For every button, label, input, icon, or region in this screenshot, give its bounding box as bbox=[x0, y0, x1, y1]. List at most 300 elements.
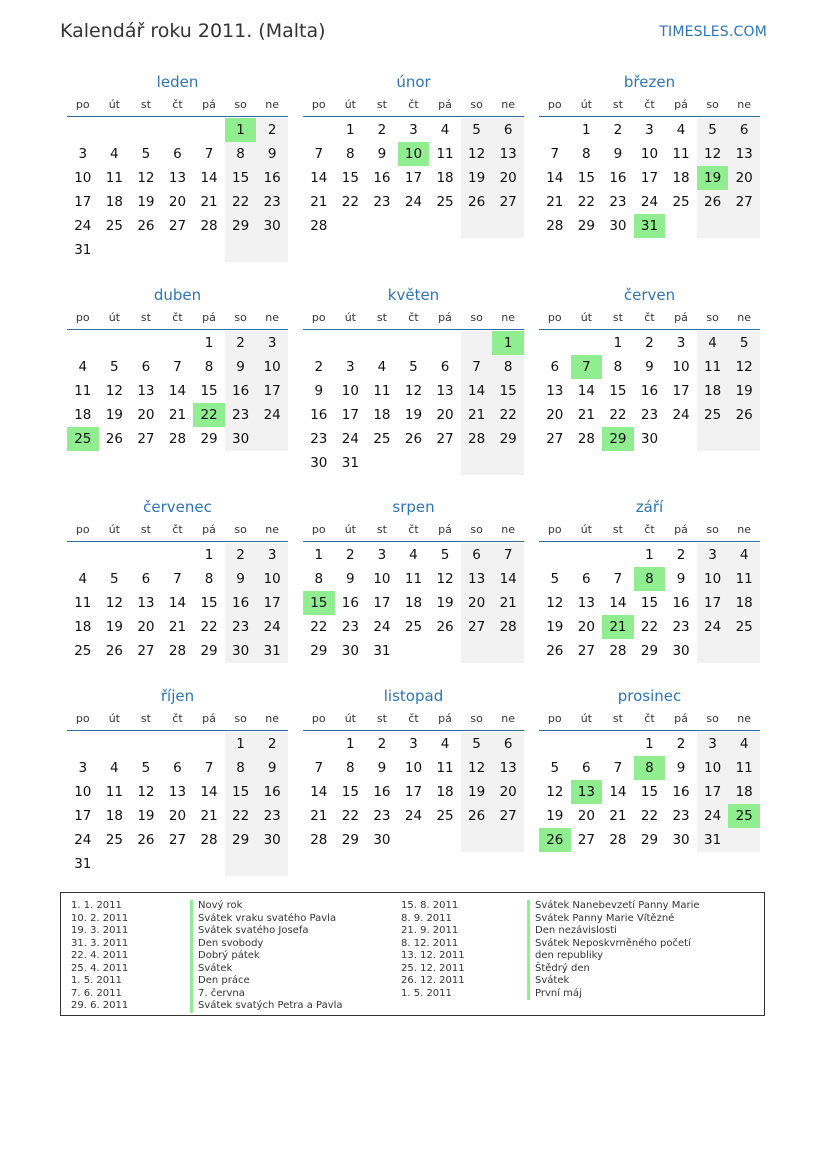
day-grid bbox=[67, 117, 288, 262]
legend-date: 7. 6. 2011 bbox=[71, 987, 122, 999]
day-cell: 3 bbox=[346, 359, 355, 375]
weekday-label: ne bbox=[265, 310, 280, 324]
day-cell: 1 bbox=[582, 122, 591, 138]
day-cell: 24 bbox=[373, 619, 391, 635]
day-grid bbox=[303, 117, 524, 238]
day-cell: 25 bbox=[672, 194, 690, 210]
weekday-label: so bbox=[470, 522, 483, 536]
day-cell: 5 bbox=[461, 732, 493, 756]
day-cell: 3 bbox=[409, 736, 418, 752]
day-cell: 7 bbox=[492, 543, 524, 567]
day-cell: 14 bbox=[168, 383, 187, 399]
day-cell: 15 bbox=[640, 784, 659, 800]
day-cell: 12 bbox=[404, 383, 423, 399]
day-cell: 6 bbox=[461, 543, 493, 567]
day-cell: 10 bbox=[640, 146, 659, 162]
empty-day-cell bbox=[571, 543, 603, 567]
weekday-label: út bbox=[108, 310, 120, 324]
weekday-label: čt bbox=[408, 522, 419, 536]
day-cell: 24 bbox=[74, 218, 92, 234]
day-cell: 26 bbox=[105, 643, 123, 659]
empty-day-cell bbox=[398, 331, 430, 355]
empty-day-cell bbox=[162, 238, 194, 262]
holiday-day-cell: 13 bbox=[571, 780, 603, 804]
weekday-header bbox=[303, 92, 524, 117]
weekday-label: st bbox=[376, 310, 387, 324]
empty-day-cell bbox=[461, 451, 493, 475]
day-cell: 9 bbox=[314, 383, 324, 399]
day-cell: 19 bbox=[461, 780, 493, 804]
day-cell: 23 bbox=[225, 403, 257, 427]
day-cell: 9 bbox=[256, 756, 288, 780]
weekday-label: po bbox=[547, 711, 562, 725]
weekday-label: po bbox=[75, 522, 90, 536]
empty-day-cell bbox=[539, 331, 571, 355]
month-name: září bbox=[635, 498, 664, 516]
day-cell: 8 bbox=[314, 571, 324, 587]
empty-day-cell bbox=[665, 427, 697, 451]
weekday-label: so bbox=[234, 310, 247, 324]
holiday-day-cell: 31 bbox=[634, 214, 666, 238]
day-cell: 6 bbox=[492, 732, 524, 756]
day-cell: 11 bbox=[74, 383, 92, 399]
day-cell: 30 bbox=[672, 832, 690, 848]
day-cell: 12 bbox=[728, 355, 760, 379]
day-cell: 7 bbox=[314, 760, 324, 776]
day-cell: 24 bbox=[256, 615, 288, 639]
weekday-label: so bbox=[706, 711, 719, 725]
empty-day-cell bbox=[461, 828, 493, 852]
weekday-label: po bbox=[75, 711, 90, 725]
day-cell: 29 bbox=[225, 214, 257, 238]
legend-holiday-name: Svátek Nanebevzetí Panny Marie bbox=[535, 900, 700, 911]
legend-date: 19. 3. 2011 bbox=[71, 925, 129, 936]
day-cell: 20 bbox=[728, 166, 760, 190]
day-cell: 22 bbox=[492, 403, 524, 427]
day-cell: 20 bbox=[168, 808, 187, 824]
day-cell: 28 bbox=[609, 832, 627, 848]
day-cell: 19 bbox=[404, 407, 423, 423]
day-cell: 19 bbox=[105, 619, 123, 635]
legend-holiday-name: Den nezávislosti bbox=[535, 925, 617, 936]
legend-date: 8. 9. 2011 bbox=[401, 912, 452, 924]
empty-day-cell bbox=[67, 331, 99, 355]
day-cell: 5 bbox=[110, 571, 119, 587]
day-cell: 14 bbox=[200, 784, 218, 800]
day-cell: 23 bbox=[672, 619, 690, 635]
day-cell: 27 bbox=[461, 615, 493, 639]
day-cell: 16 bbox=[373, 784, 391, 800]
weekday-label: po bbox=[547, 522, 562, 536]
day-cell: 7 bbox=[204, 760, 214, 776]
day-cell: 10 bbox=[697, 567, 729, 591]
day-cell: 31 bbox=[256, 639, 288, 663]
day-cell: 2 bbox=[613, 122, 623, 138]
empty-day-cell bbox=[429, 639, 461, 663]
empty-day-cell bbox=[193, 732, 225, 756]
day-cell: 9 bbox=[225, 355, 257, 379]
day-grid bbox=[67, 330, 288, 451]
day-cell: 15 bbox=[492, 379, 524, 403]
day-cell: 15 bbox=[577, 170, 595, 186]
empty-day-cell bbox=[461, 214, 493, 238]
month-name: prosinec bbox=[617, 687, 682, 705]
day-cell: 28 bbox=[310, 218, 328, 234]
month-name: květen bbox=[387, 286, 440, 304]
day-cell: 17 bbox=[697, 780, 729, 804]
day-cell: 18 bbox=[74, 619, 92, 635]
weekday-label: ne bbox=[265, 522, 280, 536]
empty-day-cell bbox=[602, 732, 634, 756]
day-cell: 5 bbox=[728, 331, 760, 355]
day-cell: 3 bbox=[256, 543, 288, 567]
day-cell: 30 bbox=[341, 643, 359, 659]
day-cell: 24 bbox=[640, 194, 659, 210]
empty-day-cell bbox=[162, 118, 194, 142]
day-cell: 5 bbox=[461, 118, 493, 142]
day-cell: 1 bbox=[613, 335, 623, 351]
day-grid bbox=[67, 542, 288, 663]
weekday-label: út bbox=[108, 97, 120, 111]
day-cell: 17 bbox=[672, 383, 690, 399]
empty-day-cell bbox=[162, 852, 194, 876]
day-cell: 27 bbox=[492, 190, 524, 214]
day-cell: 8 bbox=[204, 359, 214, 375]
day-cell: 16 bbox=[341, 595, 359, 611]
empty-day-cell bbox=[571, 732, 603, 756]
weekday-header bbox=[67, 305, 288, 330]
day-cell: 2 bbox=[377, 736, 387, 752]
day-cell: 18 bbox=[436, 784, 454, 800]
day-cell: 4 bbox=[676, 122, 686, 138]
day-cell: 15 bbox=[341, 784, 359, 800]
day-cell: 21 bbox=[200, 808, 218, 824]
day-cell: 3 bbox=[78, 760, 88, 776]
day-cell: 29 bbox=[492, 427, 524, 451]
month-name: duben bbox=[153, 286, 202, 304]
day-cell: 19 bbox=[728, 379, 760, 403]
day-cell: 9 bbox=[645, 359, 654, 375]
day-cell: 3 bbox=[676, 335, 686, 351]
day-cell: 29 bbox=[577, 218, 595, 234]
empty-day-cell bbox=[492, 214, 524, 238]
day-cell: 15 bbox=[225, 166, 257, 190]
day-cell: 30 bbox=[310, 455, 328, 471]
day-cell: 1 bbox=[204, 547, 214, 563]
holiday-day-cell: 19 bbox=[697, 166, 729, 190]
day-cell: 2 bbox=[256, 732, 288, 756]
empty-day-cell bbox=[602, 543, 634, 567]
day-cell: 20 bbox=[577, 619, 595, 635]
day-cell: 23 bbox=[225, 615, 257, 639]
day-cell: 10 bbox=[256, 567, 288, 591]
day-cell: 11 bbox=[672, 146, 690, 162]
day-cell: 29 bbox=[640, 643, 659, 659]
weekday-label: út bbox=[580, 97, 592, 111]
day-cell: 9 bbox=[676, 571, 686, 587]
weekday-label: ne bbox=[501, 711, 516, 725]
day-cell: 11 bbox=[404, 571, 423, 587]
month-únor bbox=[303, 72, 524, 238]
day-cell: 9 bbox=[225, 567, 257, 591]
day-cell: 27 bbox=[137, 643, 155, 659]
day-cell: 26 bbox=[137, 218, 155, 234]
day-cell: 6 bbox=[582, 571, 591, 587]
day-cell: 25 bbox=[728, 615, 760, 639]
day-cell: 17 bbox=[640, 170, 659, 186]
legend-holiday-name: Svátek svatého Josefa bbox=[198, 925, 309, 936]
legend-date: 10. 2. 2011 bbox=[71, 912, 129, 924]
empty-day-cell bbox=[193, 852, 225, 876]
day-cell: 18 bbox=[105, 194, 123, 210]
day-cell: 23 bbox=[609, 194, 627, 210]
weekday-label: čt bbox=[172, 310, 183, 324]
day-cell: 4 bbox=[728, 543, 760, 567]
day-cell: 3 bbox=[697, 732, 729, 756]
day-cell: 13 bbox=[168, 170, 187, 186]
empty-day-cell bbox=[99, 331, 131, 355]
day-cell: 23 bbox=[341, 619, 359, 635]
day-cell: 3 bbox=[377, 547, 387, 563]
day-cell: 13 bbox=[492, 142, 524, 166]
empty-day-cell bbox=[539, 732, 571, 756]
empty-day-cell bbox=[398, 214, 430, 238]
day-cell: 19 bbox=[436, 595, 454, 611]
weekday-label: pá bbox=[202, 711, 216, 725]
legend-date: 15. 8. 2011 bbox=[401, 900, 459, 911]
day-cell: 21 bbox=[310, 194, 328, 210]
day-cell: 14 bbox=[310, 170, 328, 186]
day-cell: 25 bbox=[373, 431, 391, 447]
day-cell: 5 bbox=[440, 547, 450, 563]
day-cell: 17 bbox=[256, 591, 288, 615]
legend-names-left bbox=[190, 900, 343, 1013]
day-cell: 21 bbox=[546, 194, 564, 210]
day-cell: 12 bbox=[137, 784, 155, 800]
day-cell: 23 bbox=[310, 431, 328, 447]
day-cell: 29 bbox=[200, 431, 218, 447]
brand-link[interactable]: TIMESLES.COM bbox=[659, 24, 767, 40]
day-cell: 14 bbox=[492, 567, 524, 591]
day-cell: 4 bbox=[78, 571, 88, 587]
empty-day-cell bbox=[67, 543, 99, 567]
day-cell: 3 bbox=[697, 543, 729, 567]
day-cell: 11 bbox=[74, 595, 92, 611]
legend-holiday-name: První máj bbox=[535, 987, 582, 999]
day-cell: 18 bbox=[74, 407, 92, 423]
day-grid bbox=[539, 330, 760, 451]
day-grid bbox=[539, 731, 760, 852]
day-cell: 11 bbox=[436, 760, 454, 776]
empty-day-cell bbox=[492, 451, 524, 475]
legend-date: 8. 12. 2011 bbox=[401, 937, 459, 949]
month-květen bbox=[303, 285, 524, 475]
day-cell: 10 bbox=[256, 355, 288, 379]
legend-date: 26. 12. 2011 bbox=[401, 975, 465, 986]
day-cell: 13 bbox=[577, 595, 595, 611]
weekday-label: ne bbox=[737, 97, 752, 111]
day-cell: 7 bbox=[613, 571, 623, 587]
day-cell: 2 bbox=[377, 122, 387, 138]
weekday-label: ne bbox=[265, 711, 280, 725]
empty-day-cell bbox=[335, 214, 367, 238]
weekday-label: st bbox=[140, 711, 151, 725]
weekday-label: so bbox=[706, 97, 719, 111]
weekday-label: so bbox=[470, 310, 483, 324]
weekday-header bbox=[539, 706, 760, 731]
day-cell: 4 bbox=[110, 760, 119, 776]
holiday-day-cell: 15 bbox=[303, 591, 335, 615]
legend-date: 22. 4. 2011 bbox=[71, 950, 129, 961]
holiday-day-cell: 26 bbox=[539, 828, 571, 852]
day-cell: 14 bbox=[168, 595, 187, 611]
weekday-label: ne bbox=[501, 97, 516, 111]
day-cell: 12 bbox=[461, 142, 493, 166]
holiday-day-cell: 1 bbox=[492, 331, 524, 355]
weekday-label: pá bbox=[438, 97, 452, 111]
weekday-label: út bbox=[580, 522, 592, 536]
day-cell: 7 bbox=[173, 571, 182, 587]
weekday-label: po bbox=[311, 711, 326, 725]
day-cell: 13 bbox=[137, 595, 155, 611]
weekday-label: ne bbox=[265, 97, 280, 111]
weekday-label: pá bbox=[674, 97, 688, 111]
weekday-header bbox=[303, 305, 524, 330]
weekday-label: čt bbox=[408, 711, 419, 725]
day-cell: 10 bbox=[697, 756, 729, 780]
day-cell: 5 bbox=[550, 760, 560, 776]
weekday-label: pá bbox=[674, 310, 688, 324]
page-title: Kalendář roku 2011. (Malta) bbox=[60, 20, 326, 42]
day-cell: 20 bbox=[137, 619, 155, 635]
empty-day-cell bbox=[429, 214, 461, 238]
day-cell: 24 bbox=[697, 615, 729, 639]
day-cell: 18 bbox=[672, 170, 690, 186]
empty-day-cell bbox=[492, 639, 524, 663]
day-cell: 10 bbox=[341, 383, 359, 399]
weekday-label: pá bbox=[438, 711, 452, 725]
weekday-label: čt bbox=[644, 97, 655, 111]
day-cell: 7 bbox=[461, 355, 493, 379]
day-cell: 11 bbox=[697, 355, 729, 379]
day-cell: 16 bbox=[609, 170, 627, 186]
weekday-label: pá bbox=[438, 522, 452, 536]
day-cell: 12 bbox=[105, 383, 123, 399]
empty-day-cell bbox=[303, 732, 335, 756]
day-cell: 27 bbox=[577, 643, 595, 659]
day-cell: 11 bbox=[105, 784, 123, 800]
weekday-label: so bbox=[234, 522, 247, 536]
day-cell: 5 bbox=[110, 359, 119, 375]
day-cell: 30 bbox=[225, 427, 257, 451]
day-cell: 8 bbox=[225, 756, 257, 780]
legend-date: 25. 4. 2011 bbox=[71, 962, 129, 974]
weekday-label: ne bbox=[737, 522, 752, 536]
day-cell: 24 bbox=[256, 403, 288, 427]
day-cell: 14 bbox=[461, 379, 493, 403]
day-cell: 22 bbox=[225, 190, 257, 214]
day-cell: 9 bbox=[256, 142, 288, 166]
day-cell: 18 bbox=[436, 170, 454, 186]
day-cell: 6 bbox=[173, 146, 182, 162]
weekday-label: st bbox=[376, 522, 387, 536]
empty-day-cell bbox=[99, 238, 131, 262]
legend-dates-right bbox=[401, 900, 465, 1000]
month-name: červenec bbox=[143, 498, 212, 516]
day-grid bbox=[539, 117, 760, 238]
day-cell: 10 bbox=[404, 760, 423, 776]
weekday-label: čt bbox=[644, 310, 655, 324]
day-cell: 3 bbox=[645, 122, 654, 138]
weekday-label: st bbox=[140, 522, 151, 536]
month-červen bbox=[539, 285, 760, 451]
legend-holiday-name: Svátek svatých Petra a Pavla bbox=[198, 1000, 343, 1011]
empty-day-cell bbox=[99, 732, 131, 756]
empty-day-cell bbox=[665, 214, 697, 238]
day-cell: 2 bbox=[225, 331, 257, 355]
weekday-label: čt bbox=[644, 522, 655, 536]
day-cell: 6 bbox=[550, 359, 560, 375]
day-cell: 2 bbox=[225, 543, 257, 567]
empty-day-cell bbox=[193, 238, 225, 262]
day-grid bbox=[67, 731, 288, 876]
day-cell: 15 bbox=[640, 595, 659, 611]
weekday-label: út bbox=[344, 711, 356, 725]
weekday-label: pá bbox=[674, 522, 688, 536]
day-cell: 17 bbox=[373, 595, 391, 611]
day-cell: 17 bbox=[404, 170, 423, 186]
day-cell: 26 bbox=[105, 431, 123, 447]
empty-day-cell bbox=[398, 451, 430, 475]
holiday-day-cell: 25 bbox=[728, 804, 760, 828]
legend-holiday-name: Svátek bbox=[198, 962, 233, 974]
day-cell: 25 bbox=[436, 808, 454, 824]
day-cell: 16 bbox=[256, 780, 288, 804]
day-cell: 22 bbox=[310, 619, 328, 635]
empty-day-cell bbox=[193, 118, 225, 142]
legend-holiday-name: Dobrý pátek bbox=[198, 950, 260, 961]
day-cell: 18 bbox=[728, 591, 760, 615]
day-cell: 14 bbox=[609, 595, 627, 611]
legend-date: 31. 3. 2011 bbox=[71, 937, 129, 949]
day-cell: 11 bbox=[728, 567, 760, 591]
day-cell: 21 bbox=[310, 808, 328, 824]
day-cell: 15 bbox=[200, 595, 218, 611]
month-name: únor bbox=[396, 73, 431, 91]
day-cell: 16 bbox=[373, 170, 391, 186]
day-cell: 11 bbox=[728, 756, 760, 780]
empty-day-cell bbox=[225, 852, 257, 876]
day-cell: 7 bbox=[613, 760, 623, 776]
day-cell: 8 bbox=[346, 760, 355, 776]
month-name: říjen bbox=[160, 687, 195, 705]
day-cell: 13 bbox=[461, 567, 493, 591]
day-cell: 12 bbox=[461, 756, 493, 780]
day-cell: 4 bbox=[409, 547, 418, 563]
day-cell: 22 bbox=[200, 619, 218, 635]
day-cell: 28 bbox=[609, 643, 627, 659]
weekday-label: ne bbox=[737, 310, 752, 324]
day-cell: 19 bbox=[461, 166, 493, 190]
day-cell: 8 bbox=[613, 359, 623, 375]
day-cell: 21 bbox=[492, 591, 524, 615]
empty-day-cell bbox=[728, 214, 760, 238]
weekday-label: út bbox=[108, 522, 120, 536]
weekday-label: pá bbox=[674, 711, 688, 725]
weekday-label: st bbox=[140, 310, 151, 324]
weekday-label: so bbox=[706, 310, 719, 324]
day-cell: 22 bbox=[577, 194, 595, 210]
